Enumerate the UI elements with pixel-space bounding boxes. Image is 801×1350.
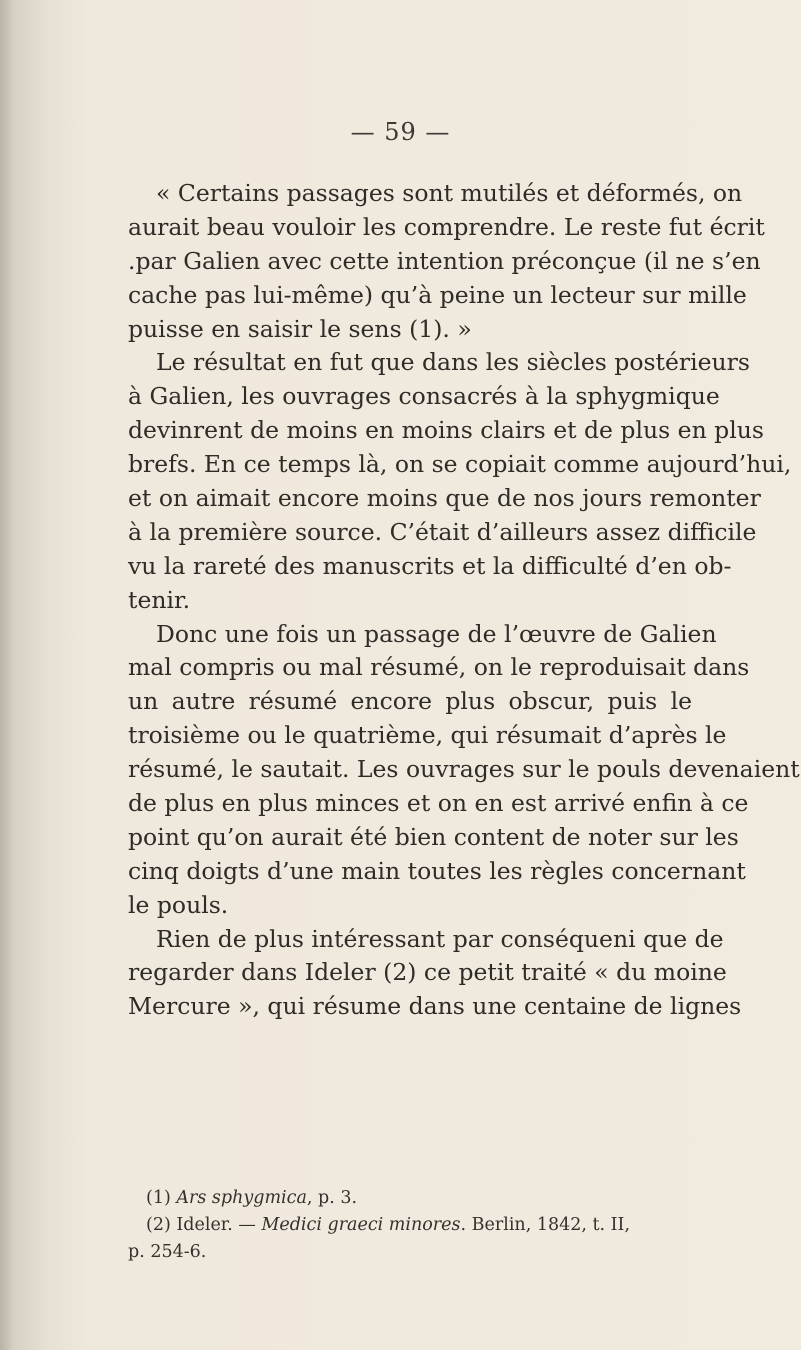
- text-line: Le résultat en fut que dans les siècles postérieurs: [156, 348, 750, 377]
- text-line: le pouls.: [128, 890, 229, 919]
- footnote-1: [128, 1185, 692, 1212]
- footnotes: [128, 1185, 692, 1266]
- text-line: Donc une fois un passage de l’œuvre de Galien: [156, 619, 717, 648]
- text-line: Mercure », qui résume dans une centaine de lignes: [128, 992, 742, 1021]
- text-line: puisse en saisir le sens (1). »: [128, 314, 472, 343]
- footnote-2-rest: . Berlin, 1842, t. II,: [460, 1215, 631, 1235]
- text-line: un autre résumé encore plus obscur, puis le: [128, 687, 692, 716]
- text-line: à la première source. C’était d’ailleurs assez difficile: [128, 517, 757, 546]
- text-line: résumé, le sautait. Les ouvrages sur le pouls devenaient: [128, 755, 800, 784]
- text-line: devinrent de moins en moins clairs et de plus en plus: [128, 416, 764, 445]
- footnote-2-continuation: p. 254-6.: [128, 1242, 207, 1262]
- text-line: tenir.: [128, 585, 191, 614]
- text-line: Rien de plus intéressant par conséqueni que de: [156, 924, 724, 953]
- text-line: « Certains passages sont mutilés et déformés, on: [156, 179, 743, 207]
- footnote-2-author: Ideler. —: [176, 1215, 256, 1235]
- text-line: .par Galien avec cette intention préconçue (il ne s’en: [128, 246, 761, 275]
- text-line: à Galien, les ouvrages consacrés à la sphygmique: [128, 382, 720, 411]
- text-line: brefs. En ce temps là, on se copiait comme aujourd’hui,: [128, 450, 792, 479]
- text-line: troisième ou le quatrième, qui résumait d’après le: [128, 721, 727, 750]
- text-line: et on aimait encore moins que de nos jours remonter: [128, 484, 761, 513]
- text-line: cinq doigts d’une main toutes les règles concernant: [128, 856, 746, 885]
- body-text: [128, 177, 800, 1024]
- footnote-2: [128, 1212, 692, 1239]
- text-line: point qu’on aurait été bien content de noter sur les: [128, 822, 739, 851]
- text-line: regarder dans Ideler (2) ce petit traité « du moine: [128, 958, 727, 987]
- footnote-2-marker: (2): [146, 1215, 171, 1235]
- text-line: vu la rareté des manuscrits et la difficulté d’en ob-: [128, 551, 732, 580]
- footnote-1-marker: (1): [146, 1188, 171, 1208]
- text-line: de plus en plus minces et on en est arrivé enfin à ce: [128, 789, 749, 818]
- text-line: mal compris ou mal résumé, on le reproduisait dans: [128, 653, 750, 682]
- footnote-1-rest: , p. 3.: [306, 1188, 358, 1208]
- text-line: cache pas lui-même) qu’à peine un lecteur sur mille: [128, 280, 747, 309]
- footnote-2-title: Medici graeci minores: [261, 1215, 461, 1235]
- page-number: — 59 —: [350, 118, 451, 146]
- text-line: aurait beau vouloir les comprendre. Le reste fut écrit: [128, 212, 765, 241]
- footnote-1-title: Ars sphygmica: [176, 1188, 307, 1208]
